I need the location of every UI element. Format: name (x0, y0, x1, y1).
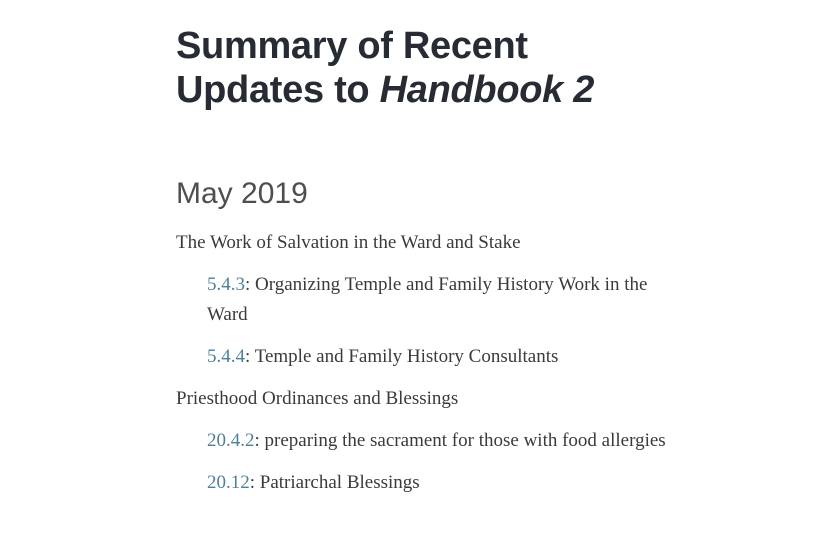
update-entry-20-4-2 (176, 426, 681, 456)
section-link-20-12[interactable]: 20.12 (207, 472, 250, 493)
entry-separator: : (245, 346, 255, 367)
entry-text-5-4-3: Organizing Temple and Family History Work in the Ward (207, 274, 648, 325)
section-link-20-4-2[interactable]: 20.4.2 (207, 430, 255, 451)
entry-text-5-4-4: Temple and Family History Consultants (254, 346, 559, 367)
section-heading-may-2019: May 2019 (176, 177, 308, 210)
section-link-5-4-3[interactable]: 5.4.3 (207, 274, 245, 295)
group-label-work-of-salvation: The Work of Salvation in the Ward and Stake (176, 232, 521, 253)
entry-text-20-12: Patriarchal Blessings (259, 472, 420, 493)
page-title-line2-prefix: Updates to (176, 69, 380, 111)
update-entry-5-4-3 (176, 270, 681, 330)
entry-separator: : (249, 472, 260, 493)
page-title-handbook-italic: Handbook 2 (379, 69, 595, 111)
update-entry-5-4-4 (176, 342, 681, 372)
section-link-5-4-4[interactable]: 5.4.4 (207, 346, 245, 367)
entry-separator: : (245, 274, 256, 295)
page-title-line1: Summary of Recent (176, 25, 528, 67)
update-entry-20-12 (176, 468, 681, 498)
content-column (176, 24, 686, 510)
entry-text-20-4-2: preparing the sacrament for those with food allergies (264, 430, 666, 451)
entry-separator: : (254, 430, 265, 451)
page-title (176, 24, 686, 112)
group-label-priesthood-ordinances: Priesthood Ordinances and Blessings (176, 388, 459, 409)
